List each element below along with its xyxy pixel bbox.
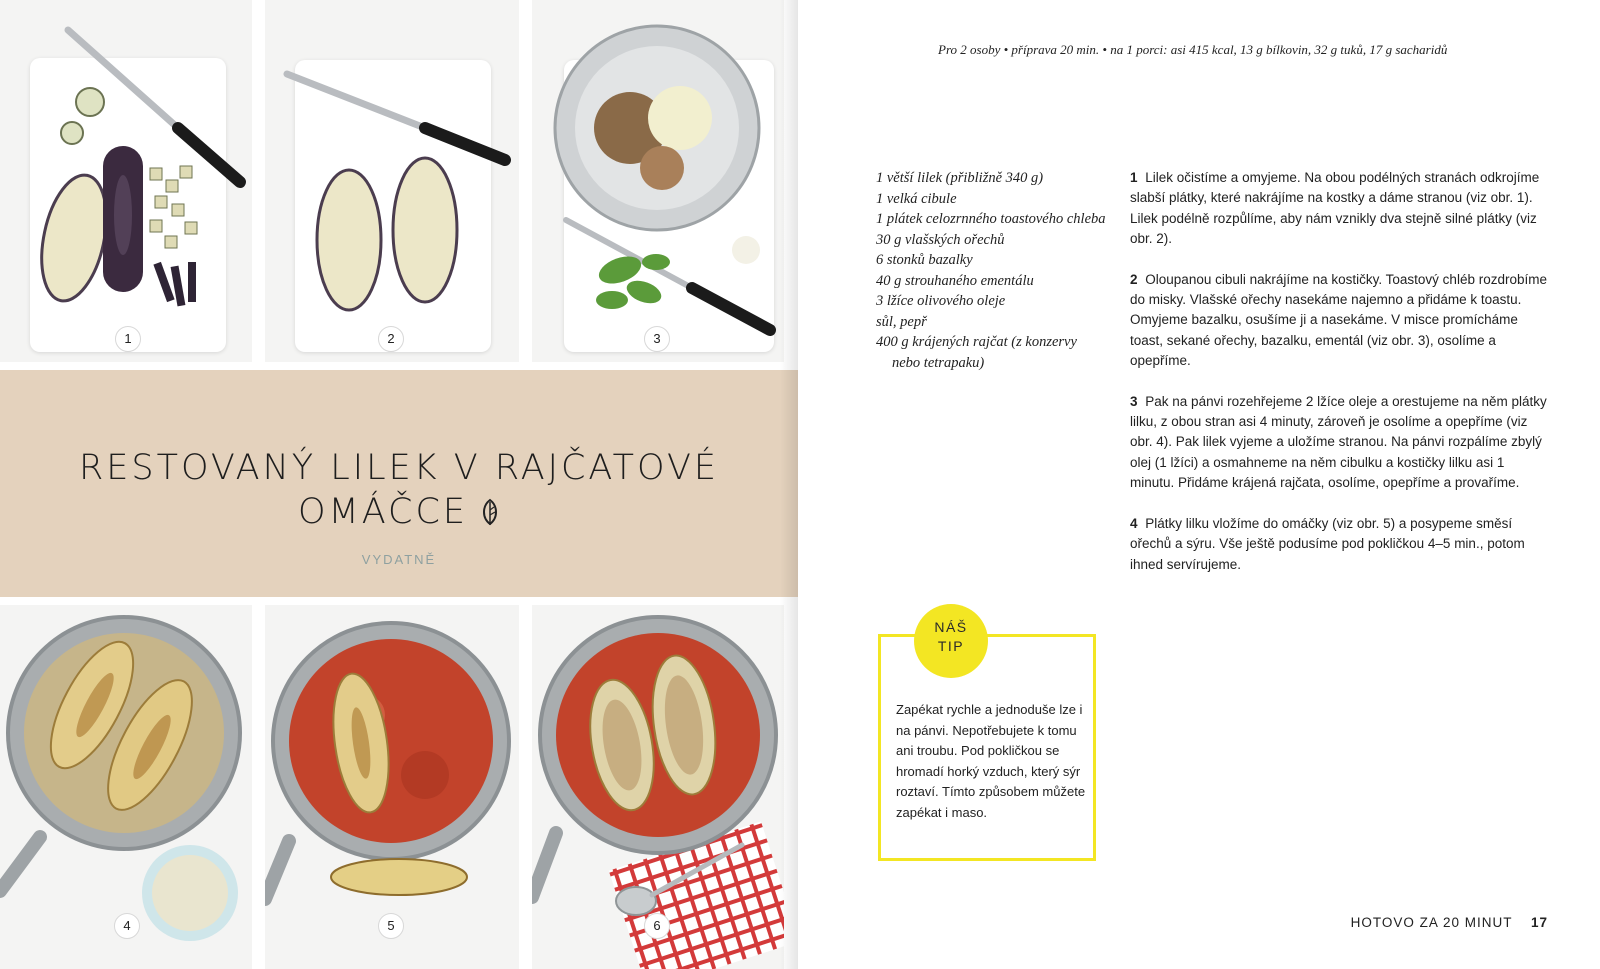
step-photo-5 [265, 605, 519, 969]
instruction-step [1130, 514, 1548, 575]
recipe-title [0, 446, 798, 534]
eggplant-cutting-icon [0, 0, 252, 362]
ingredient-item: 30 g vlašských ořechů [876, 231, 1005, 248]
ingredient-item: 40 g strouhaného ementálu [876, 272, 1034, 289]
step-photo-2 [265, 0, 519, 362]
ingredients-list [876, 168, 1106, 373]
step-text: Pak na pánvi rozehřejeme 2 lžíce oleje a orestujeme na něm plátky lilku, z obou stran asi 4 minuty, zároveň je osolíme a opepříme (viz obr. 4). Pak lilek vyjeme a uložíme stranou. Na pánvi rozpálíme zbylý olej (1 lžíci) a osmahneme na něm cibulku a kostičky lilku asi 1 minutu. Přidáme krájená rajčata, osolíme, opepříme a provaříme. [1130, 393, 1547, 491]
photo-number-badge: 5 [378, 913, 404, 939]
title-band [0, 370, 798, 597]
footer-section-title: HOTOVO ZA 20 MINUT [1350, 915, 1513, 930]
instruction-step [1130, 392, 1548, 494]
tip-text: Zapékat rychle a jednoduše lze i na pánvi. Nepotřebujete k tomu ani troubu. Pod pokličkou se hromadí horký vzduch, který sýr roztaví. Tímto způsobem můžete zapékat i maso. [896, 702, 1086, 820]
instruction-step [1130, 168, 1548, 250]
step-number: 1 [1130, 170, 1138, 185]
right-page [798, 0, 1600, 969]
instruction-steps [1130, 168, 1548, 595]
recipe-title-line2: OMÁČCE [297, 492, 469, 532]
tip-label-line1: NÁŠ [934, 619, 968, 635]
eggplant-halves-icon [265, 0, 519, 362]
ingredient-item: 3 lžíce olivového oleje [876, 293, 1006, 309]
photo-number-badge: 2 [378, 326, 404, 352]
tip-label-line2: TIP [937, 638, 965, 654]
step-text: Lilek očistíme a omyjeme. Na obou podélných stranách odkrojíme slabší plátky, které nakrájíme na kostky a dáme stranou (viz obr. 1). Lilek podélně rozpůlíme, aby nám vznikly dva stejně silné plátky (viz obr. 2). [1130, 170, 1540, 247]
ingredient-item: 6 stonků bazalky [876, 252, 973, 268]
recipe-info-line: Pro 2 osoby • příprava 20 min. • na 1 porci: asi 415 kcal, 13 g bílkovin, 32 g tuků, 17 g sacharidů [938, 42, 1448, 57]
photo-number-badge: 6 [644, 913, 670, 939]
mixing-bowl-icon [532, 0, 784, 362]
step-number: 4 [1130, 515, 1138, 531]
left-page [0, 0, 798, 969]
photo-number-badge: 4 [114, 913, 140, 939]
ingredient-item: 1 plátek celozrnného toastového chleba [876, 211, 1106, 227]
page-footer [1351, 915, 1548, 930]
step-photo-4 [0, 605, 252, 969]
step-number: 3 [1130, 393, 1138, 409]
recipe-subtitle: VYDATNĚ [361, 552, 437, 567]
ingredient-item: 400 g krájených rajčat (z konzervy nebo tetrapaku) [876, 334, 1077, 371]
instruction-step [1130, 270, 1548, 372]
leaf-icon [480, 498, 500, 526]
step-number: 2 [1130, 271, 1138, 287]
step-text: Oloupanou cibuli nakrájíme na kostičky. Toastový chléb rozdrobíme do misky. Vlašské ořechy nasekáme najemno a přidáme k toastu. Omyjeme bazalku, osušíme ji a nasekáme. V misce promícháme toast, sekané ořechy, bazalku, ementál (viz obr. 3), osolíme a opepříme. [1130, 271, 1547, 369]
step-photo-6 [532, 605, 784, 969]
tip-box [878, 619, 1096, 861]
ingredient-item: 1 větší lilek (přibližně 340 g) [876, 170, 1044, 186]
step-photo-3 [532, 0, 784, 362]
tip-badge [914, 604, 988, 678]
step-photo-1 [0, 0, 252, 362]
recipe-title-line1: RESTOVANÝ LILEK V RAJČATOVÉ [78, 448, 720, 488]
photo-number-badge: 3 [644, 326, 670, 352]
ingredient-item: sůl, pepř [876, 313, 927, 330]
page-number: 17 [1530, 915, 1548, 930]
step-text: Plátky lilku vložíme do omáčky (viz obr. 5) a posypeme směsí ořechů a sýru. Vše ještě podusíme pod pokličkou 4–5 min., potom ihned servírujeme. [1130, 515, 1525, 572]
ingredient-item: 1 velká cibule [876, 190, 957, 207]
photo-number-badge: 1 [115, 326, 141, 352]
